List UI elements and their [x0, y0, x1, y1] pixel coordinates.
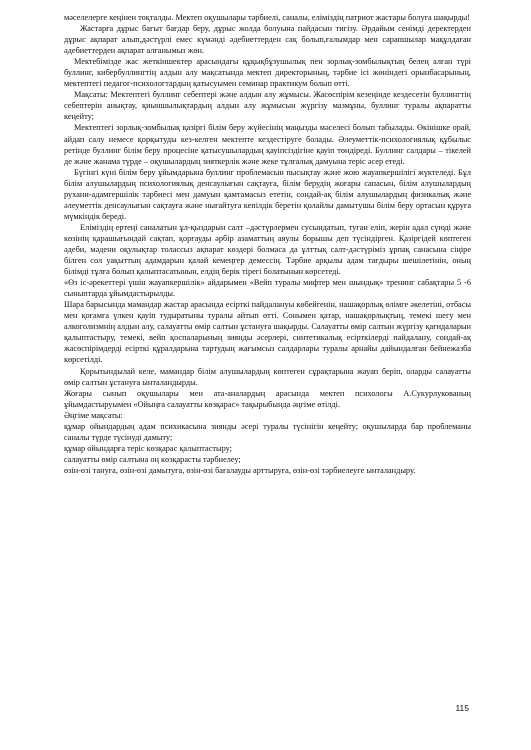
paragraph-3: Мектебімізде жас жеткіншектер арасындағы құқықбұзушылық пен зорлық-зомбылықтың белең алған түрі буллинг, кибербуллингтің алдын алу мақсатында мектеп директорының, тәрбие ісі жөніндегі орынбасарының, мектептегі педагог-психологтардың қатысуымен семинар практикум болып өтті.	[64, 57, 471, 89]
paragraph-11: Жоғары сынып оқушылары мен ата-аналардың арасында мектеп психологы А.Сукурлукованың ұйымдастыруымен «Ойыңға салауатты көзқарас» тақырыбында әңгіме өтілді.	[64, 388, 471, 409]
page-number: 115	[455, 703, 469, 713]
paragraph-1: мәселелерге кеңінен тоқталды. Мектеп оқушылары тәрбиелі, саналы, еліміздің патриот жастары болуға шақырды!	[64, 13, 471, 22]
paragraph-8: «Өз іс-әрекеттері үшін жауапкершілік» айдарымен «Вейп туралы мифтер мен шындық» тренинг сабақтары 5 -6 сыныптарда ұйымдастырылды.	[64, 278, 471, 299]
paragraph-2: Жастарға дұрыс бағыт бағдар беру, дұрыс жолда болуына пайдасын тигізу. Әрдайым сенімді деректерден дұрыс ақпарат алып,дәстүрлі емес күмәнді әдебиеттерден сақ болып,ғалымдар мен сарапшылар мақұлдаған әдебиеттерден ақпарат алғанымыз жөн.	[64, 24, 471, 56]
paragraph-6: Бүгінгі күні білім беру ұйымдарына буллинг проблемасын пысықтау және жою жауапкершілігі жүктеледі. Бұл білім алушылардың психологиялық денсаулығын сақтауға, білім берудің жоғары сапасын, білім алушылардың рухани-адамгершілік тәрбиесі мен дамуын қамтамасыз ететін, сондай-ақ білім алушылардың физикалық және әлеуметтік денсаулығын сақтауға және нығайтуға кепілдік беретін қолайлы дамытушы білім беру ортасын құруға мүмкіндік береді.	[64, 167, 471, 221]
paragraph-15: салауатты өмір салтына оң көзқарасты тәрбиелеу;	[64, 454, 241, 464]
paragraph-13: құмар ойындардың адам психикасына зиянды әсері туралы түсінігін кеңейту; оқушыларда бар проблеманы саналы түрде түсінуді дамыту;	[64, 421, 471, 442]
paragraph-4: Мақсаты: Мектептегі буллинг себептері және алдын алу жұмысы. Жасөспірім кезеңінде кездесетін буллингтің себептерін анықтау, қиыншылықтардың алдын алу жұмысын жүргізу мазмұны, буллинг туралы ақпаратты кеңейту;	[64, 90, 471, 122]
paragraph-10: Қорытындылай келе, мамандар білім алушылардың көптеген сұрақтарына жауап беріп, оларды салауатты өмір салтын ұстануға ынталандырды.	[64, 366, 471, 387]
paragraph-14: құмар ойындарға теріс көзқарас қалыптастыру;	[64, 443, 232, 453]
paragraph-5: Мектептегі зорлық-зомбылық қазіргі білім беру жүйесінің маңызды мәселесі болып табылады. Өкінішке орай, айдап салу немесе қорқытуды кез-келген мектепте кездестіруге болады. Әлеуметтік-психологиялық құбылыс ретінде буллинг білім беру процесіне қатысушылардың қауіпсіздігіне қауіп төндіреді. Буллинг салдары – тікелей де және жанама түрде – оқушылардың зияткерлік және жеке тұлғалық дамуына теріс әсер етеді.	[64, 123, 471, 166]
paragraph-16: өзін-өзі тануға, өзін-өзі дамытуға, өзін-өзі бағалауды арттыруға, өзін-өзі тәрбиелеуге ынталандыру.	[64, 465, 416, 475]
paragraph-9: Шара барысында мамандар жастар арасында есірткі пайдалануы көбейгенін, нашақорлық өлімге әкелетіні, отбасы мен қоғамға үлкен қауіп тудыратыны туралы айтып өтті. Сонымен қатар, нашақорлықтың, темекі шегу мен алкоголизмнің алдын алу, салауатты өмір салтын ұстануға шақырды. Салауатты өмір салтын жүргізу қағидаларын қалыптастыру, темекі, вейп қоспаларының зиянды әсерлері, синтетикалық есірткілерді пайдалану, сондай-ақ жасөспірімдерді есірткі құралдарына тартудың жағымсыз салдарлары туралы арнайы дайындалған бейнежазба көрсетілді.	[64, 300, 471, 365]
paragraph-7: Еліміздің ертеңі саналатын ұл-қыздарын салт –дәстүрлермен сусындатып, туған еліп, жерін адал сүюді және көзінің қарашығындай сақтап, қорғауды әрбір азаматтың аяулы борышы деп түсіндірген. Қазіргідей көптеген әдеби, мәдени оқулықтар толассыз ақпарат көздері болмаса да ұлттық салт-дәстүріміз ұрпақ санасына сіңіре білген сол уақыттың адамдарын қалай кемеңгер демессің. Тәрбие арқылы адам тағдыры шешілетінін, оның білімді тұлға болып қалыптасатынын, елдің берік тірегі болатынын көрсетеді.	[64, 222, 471, 277]
paragraph-12: Әңгіме мақсаты:	[64, 410, 123, 420]
